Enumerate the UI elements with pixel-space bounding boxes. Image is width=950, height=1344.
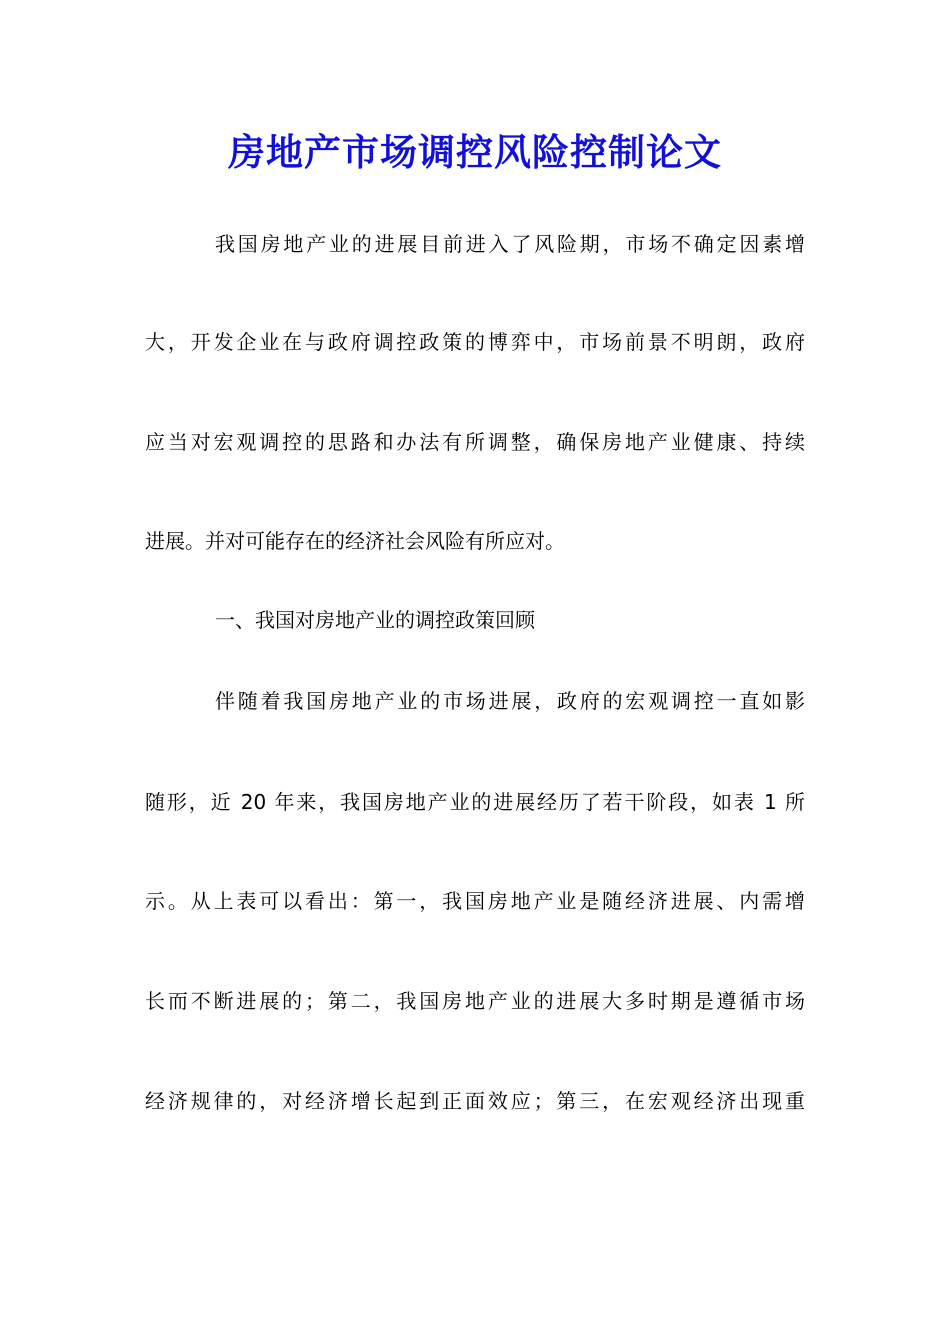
paragraph-line-7: 示。从上表可以看出：第一，我国房地产业是随经济进展、内需增 [145,889,805,913]
paragraph-line-8: 长而不断进展的；第二，我国房地产业的进展大多时期是遵循市场 [145,989,805,1013]
section-heading: 一、我国对房地产业的调控政策回顾 [215,608,535,632]
paragraph-line-9: 经济规律的，对经济增长起到正面效应；第三，在宏观经济出现重 [145,1089,805,1113]
document-title: 房地产市场调控风险控制论文 [228,130,722,174]
paragraph-line-2: 大，开发企业在与政府调控政策的博弈中，市场前景不明朗，政府 [145,330,805,354]
paragraph-line-1: 我国房地产业的进展目前进入了风险期，市场不确定因素增 [215,232,805,256]
paragraph-line-5: 伴随着我国房地产业的市场进展，政府的宏观调控一直如影 [215,689,805,713]
paragraph-line-6: 随形，近 20 年来，我国房地产业的进展经历了若干阶段，如表 1 所 [145,790,805,814]
paragraph-line-4: 进展。并对可能存在的经济社会风险有所应对。 [145,529,565,553]
paragraph-line-3: 应当对宏观调控的思路和办法有所调整，确保房地产业健康、持续 [145,430,805,454]
